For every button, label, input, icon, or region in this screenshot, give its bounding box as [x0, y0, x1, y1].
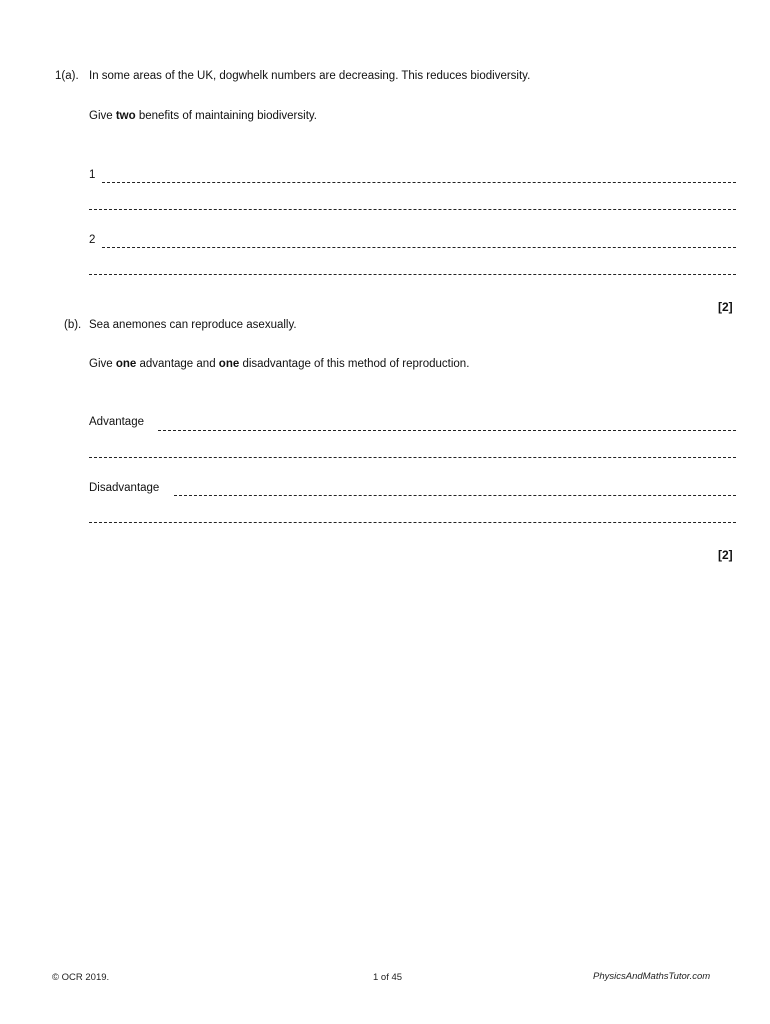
- answer-line[interactable]: [89, 274, 736, 275]
- instruction-emphasis: two: [115, 110, 136, 122]
- answer-line[interactable]: [89, 209, 736, 210]
- question-stem-1b: Sea anemones can reproduce asexually.: [89, 319, 297, 331]
- instruction-1a: [89, 110, 317, 122]
- instruction-emphasis: one: [218, 358, 240, 370]
- marks-1a: [2]: [718, 300, 733, 314]
- instruction-text: Give: [89, 110, 116, 122]
- question-number-1a: 1(a).: [55, 70, 79, 82]
- instruction-emphasis: one: [115, 358, 137, 370]
- answer-line[interactable]: [102, 247, 736, 248]
- question-stem-1a: In some areas of the UK, dogwhelk numbers are decreasing. This reduces biodiversity.: [89, 70, 531, 82]
- answer-label-2: 2: [89, 234, 96, 246]
- marks-1b: [2]: [718, 548, 733, 562]
- instruction-text: Give: [89, 358, 116, 370]
- question-number-1b: (b).: [64, 319, 82, 331]
- footer-copyright: © OCR 2019.: [52, 972, 110, 983]
- instruction-1b: [89, 358, 469, 370]
- footer-page-number: 1 of 45: [373, 972, 403, 983]
- footer-site: PhysicsAndMathsTutor.com: [593, 971, 711, 982]
- answer-label-advantage: Advantage: [89, 416, 144, 428]
- answer-line[interactable]: [158, 430, 736, 431]
- answer-line[interactable]: [102, 182, 736, 183]
- instruction-text: disadvantage of this method of reproduction.: [239, 358, 470, 370]
- instruction-text: benefits of maintaining biodiversity.: [135, 110, 317, 122]
- answer-line[interactable]: [174, 495, 736, 496]
- instruction-text: advantage and: [136, 358, 219, 370]
- answer-label-1: 1: [89, 169, 96, 181]
- answer-line[interactable]: [89, 457, 736, 458]
- answer-label-disadvantage: Disadvantage: [89, 482, 160, 494]
- answer-line[interactable]: [89, 522, 736, 523]
